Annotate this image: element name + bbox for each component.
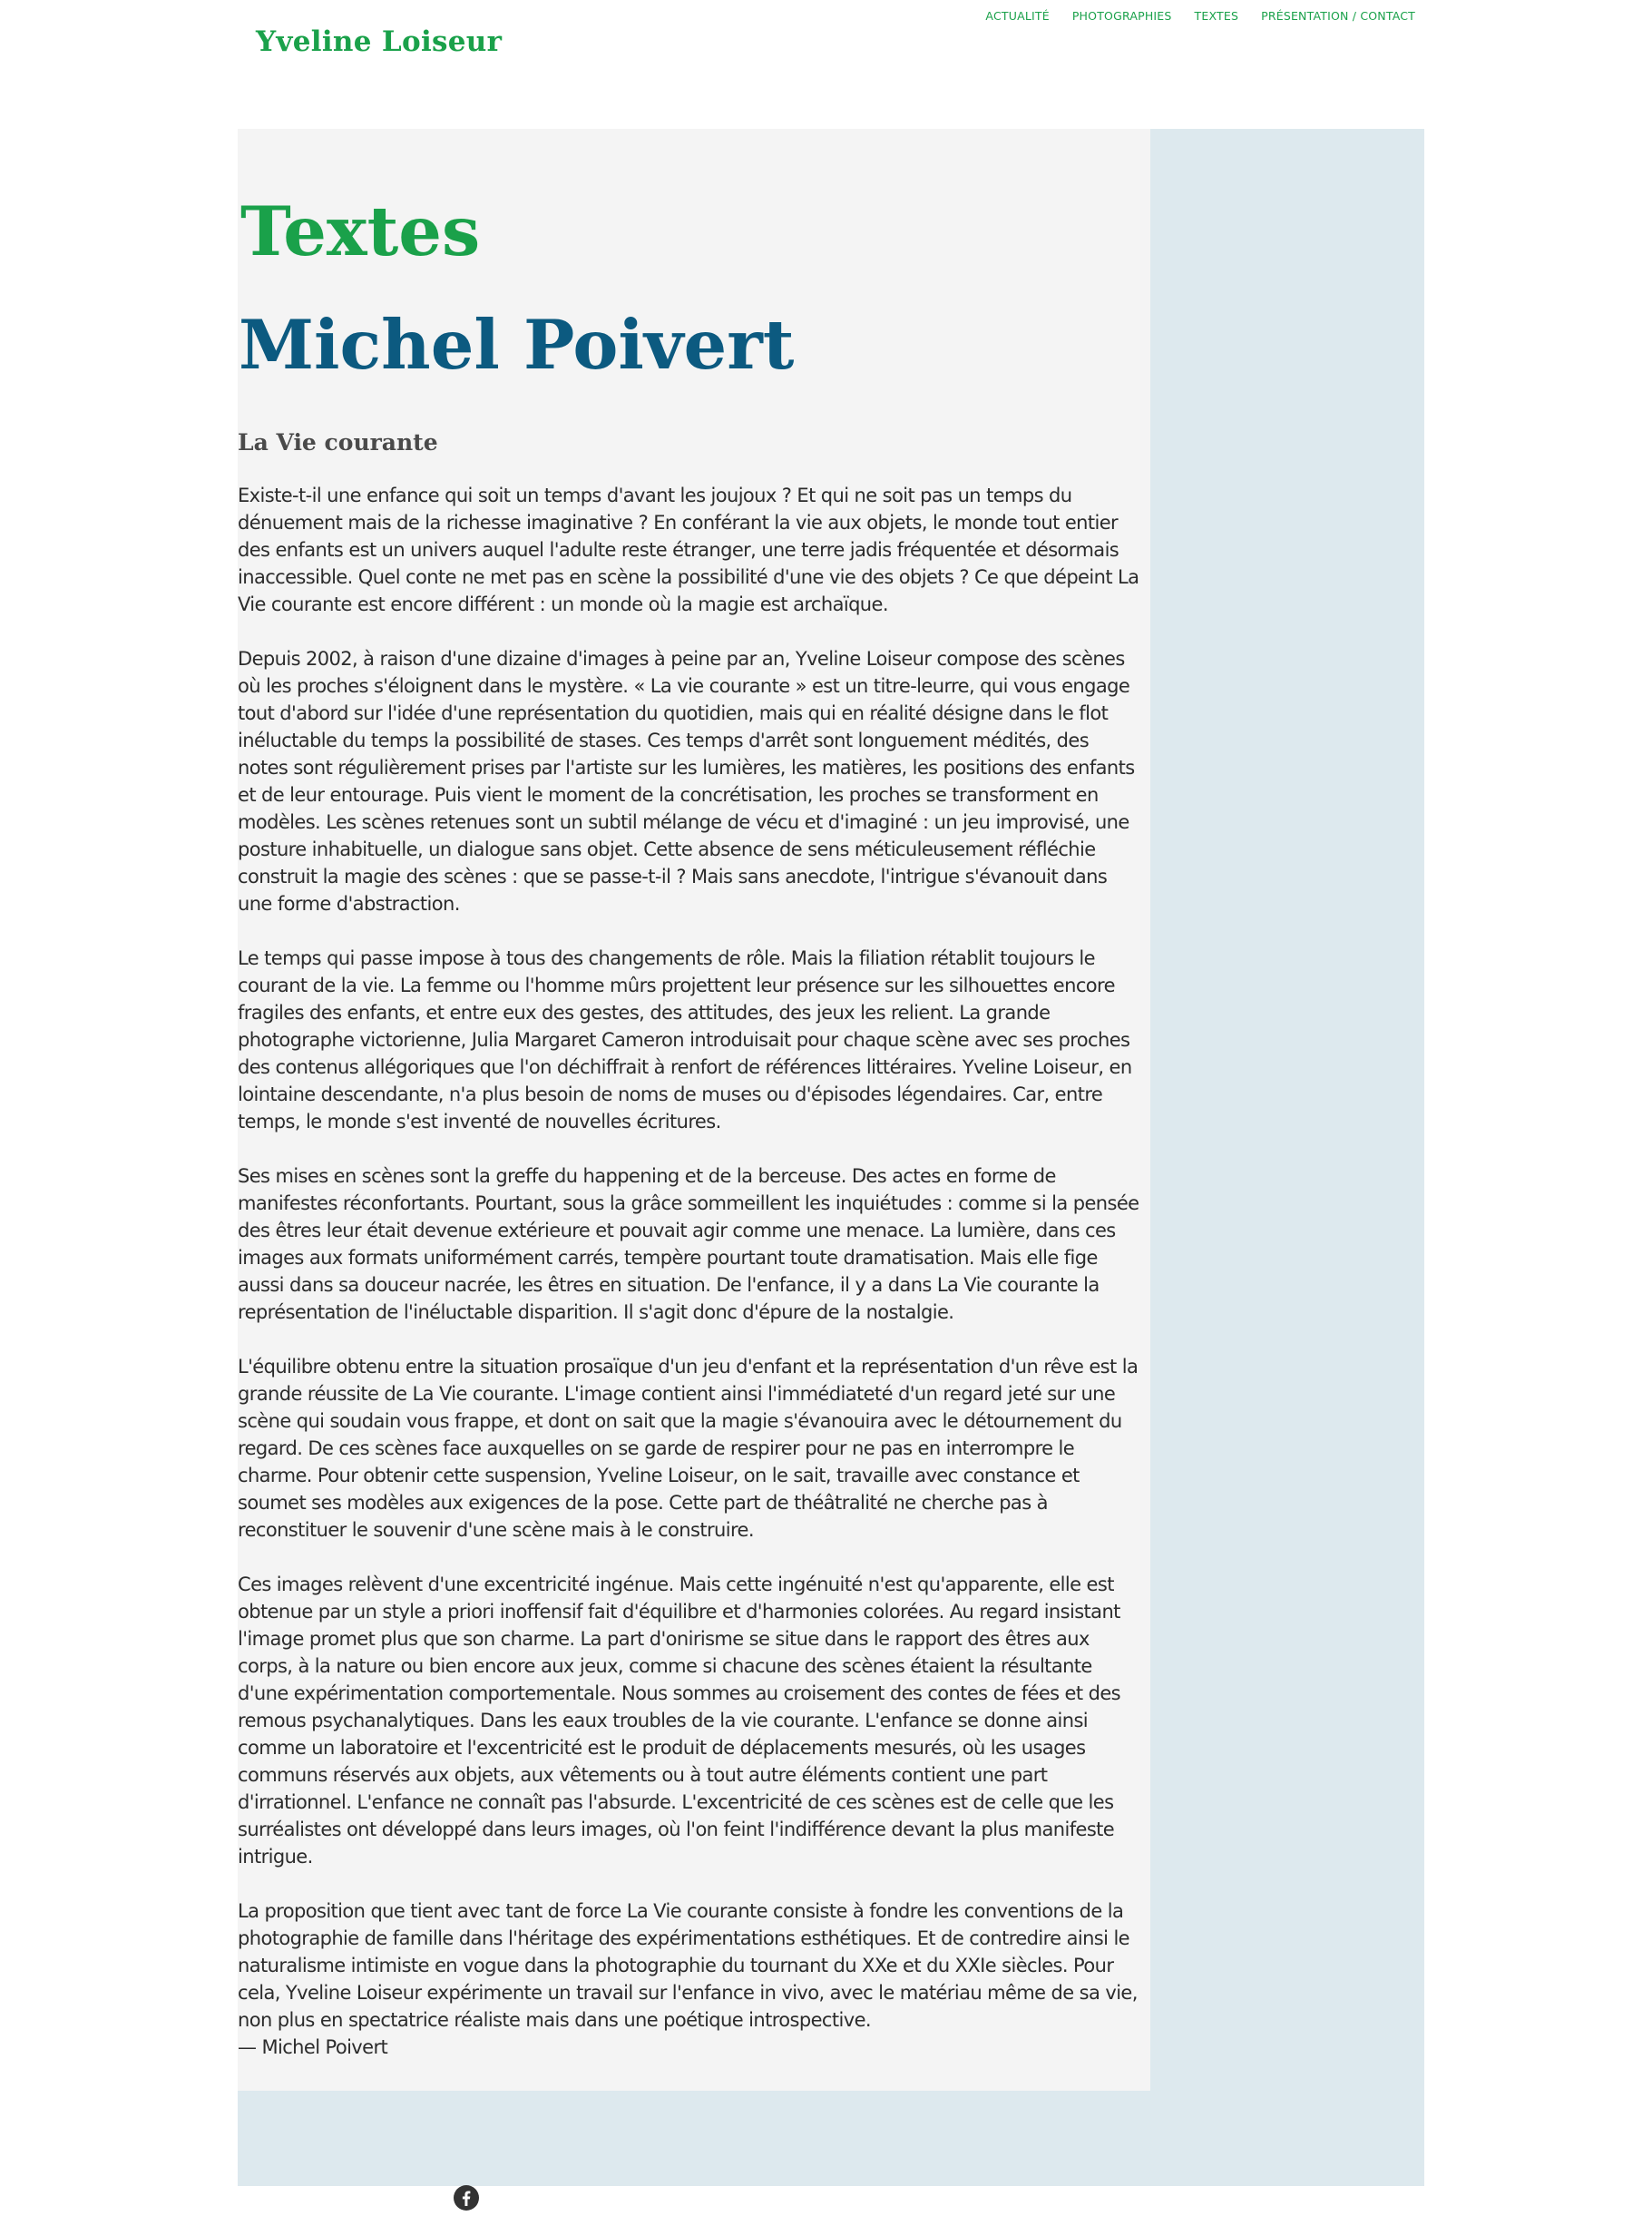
facebook-icon xyxy=(454,2185,479,2211)
nav-link-textes[interactable]: TEXTES xyxy=(1194,9,1239,23)
article-paragraph: Le temps qui passe impose à tous des changements de rôle. Mais la filiation rétablit toujours le courant de la vie. La femme ou l'homme mûrs projettent leur présence sur les silhouettes encore fragiles des enfants, et entre eux des gestes, des attitudes, des jeux les relient. La grande photographe victorienne, Julia Margaret Cameron introduisait pour chaque scène avec ses proches des contenus allégoriques que l'on déchiffrait à renfort de références littéraires. Yveline Loiseur, en lointaine descendante, n'a plus besoin de noms de muses ou d'épisodes légendaires. Car, entre temps, le monde s'est inventé de nouvelles écritures. xyxy=(238,947,1132,1133)
article-paragraph: Depuis 2002, à raison d'une dizaine d'images à peine par an, Yveline Loiseur compose des scènes où les proches s'éloignent dans le mystère. « La vie courante » est un titre-leurre, qui vous engage tout d'abord sur l'idée d'une représentation du quotidien, mais qui en réalité désigne dans le flot inéluctable du temps la possibilité de stases. Ces temps d'arrêt sont longuement médités, des notes sont régulièrement prises par l'artiste sur les lumières, les matières, les positions des enfants et de leur entourage. Puis vient le moment de la concrétisation, les proches se transforment en modèles. Les scènes retenues sont un subtil mélange de vécu et d'imaginé : un jeu improvisé, une posture inhabituelle, un dialogue sans objet. Cette absence de sens méticuleusement réfléchie construit la magie des scènes : que se passe-t-il ? Mais sans anecdote, l'intrigue s'évanouit dans une forme d'abstraction. xyxy=(238,648,1135,915)
main-navigation xyxy=(985,9,1415,23)
facebook-link[interactable] xyxy=(454,2185,479,2211)
article-paragraph: Ces images relèvent d'une excentricité ingénue. Mais cette ingénuité n'est qu'apparente, elle est obtenue par un style a priori inoffensif fait d'équilibre et d'harmonies colorées. Au regard insistant l'image promet plus que son charme. La part d'onirisme se situe dans le rapport des êtres aux corps, à la nature ou bien encore aux jeux, comme si chacune des scènes étaient la résultante d'une expérimentation comportementale. Nous sommes au croisement des contes de fées et des remous psychanalytiques. Dans les eaux troubles de la vie courante. L'enfance se donne ainsi comme un laboratoire et l'excentricité est le produit de déplacements mesurés, où les usages communs réservés aux objets, aux vêtements ou à tout autre éléments contient une part d'irrationnel. L'enfance ne connaît pas l'absurde. L'excentricité de ces scènes est de celle que les surréalistes ont développé dans leurs images, où l'on feint l'indifférence devant la plus manifeste intrigue. xyxy=(238,1574,1120,1868)
author-heading: Michel Poivert xyxy=(239,305,795,385)
site-title-link[interactable]: Yveline Loiseur xyxy=(256,25,503,58)
article-body xyxy=(238,482,1143,2088)
article-paragraph: Ses mises en scènes sont la greffe du happening et de la berceuse. Des actes en forme de manifestes réconfortants. Pourtant, sous la grâce sommeillent les inquiétudes : comme si la pensée des êtres leur était devenue extérieure et pouvait agir comme une menace. La lumière, dans ces images aux formats uniformément carrés, tempère pourtant toute dramatisation. Mais elle fige aussi dans sa douceur nacrée, les êtres en situation. De l'enfance, il y a dans La Vie courante la représentation de l'inéluctable disparition. Il s'agit donc d'épure de la nostalgie. xyxy=(238,1165,1139,1323)
article-signature: — Michel Poivert xyxy=(238,2036,388,2058)
page-title: Textes xyxy=(240,191,481,271)
nav-link-presentation-contact[interactable]: PRÉSENTATION / CONTACT xyxy=(1261,9,1415,23)
nav-link-photographies[interactable]: PHOTOGRAPHIES xyxy=(1071,9,1172,23)
article-paragraph: Existe-t-il une enfance qui soit un temps d'avant les joujoux ? Et qui ne soit pas un temps du dénuement mais de la richesse imaginative ? En conférant la vie aux objets, le monde tout entier des enfants est un univers auquel l'adulte reste étranger, une terre jadis fréquentée et désormais inaccessible. Quel conte ne met pas en scène la possibilité d'une vie des objets ? Ce que dépeint La Vie courante est encore différent : un monde où la magie est archaïque. xyxy=(238,485,1139,615)
nav-link-actualite[interactable]: ACTUALITÉ xyxy=(985,9,1050,23)
article-paragraph: La proposition que tient avec tant de force La Vie courante consiste à fondre les conventions de la photographie de famille dans l'héritage des expérimentations esthétiques. Et de contredire ainsi le naturalisme intimiste en vogue dans la photographie du tournant du XXe et du XXIe siècles. Pour cela, Yveline Loiseur expérimente un travail sur l'enfance in vivo, avec le matériau même de sa vie, non plus en spectatrice réaliste mais dans une poétique introspective. xyxy=(238,1900,1138,2031)
article-title: La Vie courante xyxy=(238,429,438,456)
article-paragraph: L'équilibre obtenu entre la situation prosaïque d'un jeu d'enfant et la représentation d'un rêve est la grande réussite de La Vie courante. L'image contient ainsi l'immédiateté d'un regard jeté sur une scène qui soudain vous frappe, et dont on sait que la magie s'évanouira avec le détournement du regard. De ces scènes face auxquelles on se garde de respirer pour ne pas en interrompre le charme. Pour obtenir cette suspension, Yveline Loiseur, on le sait, travaille avec constance et soumet ses modèles aux exigences de la pose. Cette part de théâtralité ne cherche pas à reconstituer le souvenir d'une scène mais à le construire. xyxy=(238,1356,1139,1541)
